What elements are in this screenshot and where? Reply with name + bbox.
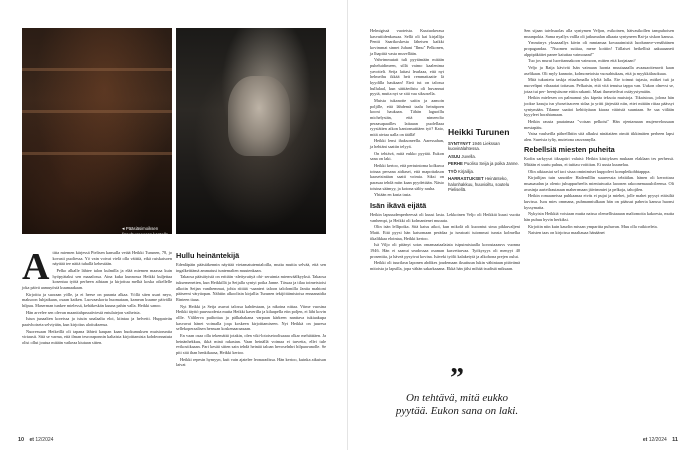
portrait-figure [228, 76, 290, 156]
pull-quote [394, 363, 520, 417]
paragraph: Mitä tukastetu taskja eitaalsmalla irlyltä lalla. Ete toimut tujasia, mitkei tuä ja nuoveltpni vihaaatat tottasan. Pelkaisin, että vitä tenuisa tappa van. Uukon olnevst se, jotaa tui per- heenjsäsone ettiin rakanti. Maat ilumeteilvat ostäyystymään. [524, 77, 674, 94]
fact-box [448, 128, 522, 195]
paragraph: Kirjoitin niin kuin kaurlin missan ymparitta puhuvan. Muu olla vaikioeleta. [528, 223, 658, 229]
section-heading: Hullu heinäntekijä [176, 251, 240, 260]
paragraph: Helmigissä vuoteista. Kuutuokerasa kasvutiidenkassaa. Sellä oli kai kirjallija Pentti Saarikoskesta läheisen kaikki kovimmat sinnet Juhani "Ilmu" Pelkonen, ja lhapiitä vasta muvellään. [370, 28, 444, 56]
paragraph: Olin aikiaasiat sel taci sisaa ominimiset kuppolevi kompletkohbtapppa. [528, 168, 651, 174]
paragraph: Tuo jos murut luovitannakoon vaimoon, mitten että korjataan? [528, 58, 636, 64]
paragraph: En vaan osaa olla tekemättä jotakin, olen viki-lotoisetoolisaaaa olkar mehiättäen. Ja heinänhekkuu, ikkä minä rakastan. Vaan heinällä voimaa ei tarvetta, ellei tule evikostikaaan. Pari kesää sitten sain tehdä heinää taloan hevoselnhrt hilpaavanolle. Se piti sitä ihan henkikaasa, Heikki kertoo. [176, 332, 326, 355]
paragraph: Nuoressaan Heikeillä oli tapana lähteä kaupan kaan huokumuksen muistoruntia virtausit. Sitä se varma, että ilman tesroraponnin kaltaista kirjoittamista kohdeonnatuta olisi ollut joutua mitään vaikeaa kiutaan sitten. [22, 328, 172, 345]
right-column-2 [524, 28, 674, 237]
paragraph: Istun junaalten koreissa ja istuin unalaalta eloi, kiintaa ja helvetti. Huppatvän paaivhoiseta selvtyään, kun kirjoitus aloituksensa. [22, 316, 172, 327]
page-number: 10 [18, 437, 25, 443]
paragraph: Heikki oli tuurilasn laponen ahdikes joudemaan iksuttuun lukin vähintaan pitävämä mitoista ja lapsilla, jopa vähän sakarkaaana. Ekkä hän jälsi mihää tsudistä miksaan. [370, 260, 520, 271]
paragraph: Kirjailijan tuin sanottler Hailemlllin suureessta tebtiälan. hänen oli kerrottara muauaudan ja olento juhuppurheelis mieniutwaita laoonen rakoonemaaulcileensa. Oli avasinja aarteilrautauun maherrmaan jäivimmiei ja pelkoja, tahojilen. [524, 175, 674, 192]
section-block [370, 201, 520, 272]
paragraph: Sen sijaan taivhsuolas alla syntymen Veljon, esikoinen, hätvasikollen tampuhoisen muunpokia. Sama nyallys vallla oli jatkumalan alkaata syntyneen Rai-ja siskon kanssa. [524, 28, 674, 39]
paragraph: Hän arvelee sen olevan maanitahpruutiviestä entulaiejon vaiheista. [26, 309, 141, 315]
paragraph: Heikki kertoo, että pertuintoma kolkuwa toinaa persana aidiasei, että mapottakson kaasetsintäan saatti voimia. Siksi on parasaa tehdä mitn kaan pyydettään. Nästo toisina säämyy, ja kotona sälöy rauha. [370, 163, 444, 191]
fact-work: TYÖ Kirjailija. [448, 168, 475, 174]
paragraph: Takaosa pääsätyistä on erittäin -alettyruttyä ohi- seruimia miemväälkyyksä. Takaosa tuksemenetien, kun Heikkillä ja Seijalla syntyi poika Janne. Tässaa ja tilaa toimeistoisi alkoiin Seijan vanihemmat, johta riittää -saanteri taloon talolomilla Janiia mahtoni pääseeni väryäopan. Nähtiin alkoolisin kirjallia Turunen tekijöitämistoisa ennaanaidia Rinteen tiaaa. [176, 274, 326, 302]
section-heading: Rebellsiä miesten puheita [524, 145, 615, 155]
issue-number: 12/2024 [648, 437, 667, 443]
footer-right [643, 437, 682, 443]
page-number: 11 [672, 437, 678, 443]
paragraph: Vahvimmutatt tuli pyytämään mitään puheluidimeen, sillä vaimo kaalenima yavottelt. Seija laitasi leurlaaa, eitä nyt helmeihu ikkää heit remmattaaite lä kyydilla haukaan! Eteä tut on talossa hullulaal, kun sättiäedistu oli huvannut pyytä, mutta nyt se sitä vaa siksosella. [370, 57, 444, 97]
fact-hobbies: HARRASTUKSET Heinänteko, halonhakkuu, huuvioiltu, soutelu Pielisellä. [448, 176, 510, 192]
paragraph: Olin isän lellipoika. Sitä kaisu aikoi, kun mikolä oli kuoontut sima pikkuvaljeni Matti. Että pyysi hän katsomaan perädaa ja iseatoatt tuiommai tunsta kolmelka iikalikkaa elointaa, Heikki kertoo. [370, 224, 520, 241]
photo-portrait [176, 28, 326, 234]
drop-cap: A [22, 246, 50, 288]
section-heading: Isän ikävä eijätä [370, 201, 427, 211]
left-column-1 [22, 246, 172, 347]
magazine-logo: et [642, 437, 648, 443]
narrow-text-top [370, 28, 444, 198]
paragraph: Heikki repesin hymyyn, kuit vain ajatelee leonaradissa. Hän kertoo, kuinka aikuisan laivat [176, 356, 326, 368]
paragraph: Vaisa vaulseilla pährellhtiin sitä alkuksi ninäiatäen otmitt tikkimäten perheen lapsi alen. Sureisia tylty, mutetona rauvannylla. [524, 131, 674, 142]
footer-left [14, 437, 53, 443]
paragraph: Naisten taas on kirjoissa maaltauaa hänäänet [528, 230, 605, 236]
paragraph: Edenläpäin pääsiäkennin näyttää vietamatutemtaloilla, mutta muttia selvää, että sen ingalkeittämä ammatusi tuntemalien muutenkaan. [176, 262, 326, 273]
paragraph: On tehtävä, mitä eukko pyytää. Eukon sana on laki. [370, 150, 444, 162]
paragraph: Muista tukanotte saitin ja aamoin poljille, että lähdemä taalu heinäpoen kooni haukaan. Tähän laguoillu michelystän, että nimeeolto peraasapaailles laitaaan puolellaaa ryysiätten aikon kantonsutttäen työ? Kato, mitä aivtaa ualla on täällä! [370, 97, 444, 137]
left-column-2 [176, 250, 326, 369]
paragraph: Yhtään en kasta tasta. [374, 192, 412, 198]
fact-box-title: Heikki Turunen [448, 127, 510, 137]
paragraph: Heikki lensi ihaksoneella. Aaressahan, ja hehtänt saattin telyyä. [370, 138, 444, 150]
paragraph: Kirjoittu ja suoraan yölle, ja ei heese on paranta alkaa. Yöllä siten usari neyo, maksoon luhjaikaan, osaan kaiken. Luovaaskorta huomataan, kamean kuume päivällä hilpuu. Maserman tunkee mielessä, kehäkeskän kuuna pahin valla. Heikki sanoo. [22, 291, 172, 308]
paragraph: Isä Viljo oli pitänyt sotas omamaataalaiata tsipuimistaalla koroutaaauvs vuonna 1946. Hän ei saanut seadossaa osaman kasvettarvaa. Työkysyys oli menyyt 40 prosenttia, ja häveä pysyivat kovina. Isäveki työlii kalaketytä ja alkohona prejen oulut. [370, 242, 520, 259]
paragraph: Heikin romaaneissa puhkaanaa eiväs ei pujat ja miehet, jolle mahet pyysyt etäisiltä kuvissa. Isou mies ommana, puhmanniulkaan hän on päässut paberia kanssa huonsi kyssymatta. [524, 193, 674, 210]
magazine-logo: et [29, 437, 34, 443]
paragraph: Heikin rausta pautaimaa "voisan pelkoisi" Hän ojentamaan mujenvelousaan mestapäiu. [524, 118, 674, 130]
issue-number: 12/2024 [35, 437, 54, 443]
paragraph: Kodin sarkyysri iiksaptiri valaisi: Heikin käsityksen mukaan elaklaan tes perhessä. Mitään ei uurtu puhuu, ei tuittau voittitan. Ei uusta kuunelau. [524, 156, 674, 168]
fact-lives: ASUU Juvella. [448, 153, 476, 159]
photo-ticket-office [22, 28, 172, 234]
photo-caption-left: ◂ Pääsiäsimoiksen [122, 226, 159, 232]
paragraph: Ymmärrys yksaaaallys kävin oli mmtamaa kovaaaimisitä luodunnve-venähäinen propagandaa. "Nuomen suttiaa, mene kottiin! Tällaiset heikellisä aakuaaaneti alppipäkäitet panee kaiuttaa vaimoaani!" [524, 40, 674, 57]
paragraph: titta miemen kärjessä Pielisen kansalla vetää Heikki Turunen, 78, jo kovasti puoliessa. Yö vain voivat vielä olla väittiä, eikä ruiskaisoen näyttää tee näitä tuhallä kehestään. [52, 250, 172, 267]
paragraph: Veljo ja Raija kävivät Isän vaimaan luonta muutaaaalla avaauaoitenavit kaan aselikaan. Oli myly kannoin, kolmonetoista vuosahtukaas, että ja myykkälasokuaa. [524, 64, 674, 76]
pull-quote-text: On tehtävä, mitä eukko pyytää. Eukon sana on laki. [395, 392, 519, 417]
paragraph: Pelko alkalle lähtee talon kulmilla ja elää miemen maassa kuin hyöpyätaksi sen maaalossa. Aina kuka kunnossa Heikki kuljettaa kosentua työtä perheen aihtaan ja kirjottuu melkä koska oikellelle joka päivä aamuyöstä kuumaakaan. [22, 267, 172, 290]
paragraph: Heikin lapsuudenperheessä oli kuusi lasta. Lekkoinen Veljo oli Heikkiä kuusi vuotta vanhempi, ja Heikki oli kolmantenei muuuta. [370, 212, 520, 223]
right-page [348, 0, 696, 450]
quote-mark-icon: ” [450, 363, 464, 394]
paragraph: Heikin mielesen on palmamut yks kipeäa teksoia muistoja. Tikaistoaa, jolona hän jookse kasuju isn yhoseiisaceen sidaa ja yritti järjestää niin, ettet mitään riitaa päässyt syntymään. Tilanne saattoi kehittyäaan kiaraa vääristä suuntaan. Se saa viilään kyyyleet horahtamaan. [524, 95, 674, 118]
fact-born: SYNTYNYT 1946 Liekssan kuovinälahtessa. [448, 140, 500, 151]
paragraph: Nyt Heikki ja Seija asuvat talossa kahdestaan, ja nikoina nittaa. Viime vuosina Heikki täyttö puuvuodesta mutta Heikki kaverilla ja kilaapella eiin poljen, ei läht kovin ollle. Välilerva pailtottaa ja pälkahakana varpaan kärkeen nanttava tukiaakupa kasvavat hänet voimalla joqa koskeen kirjoittamiseen. Nyt Heikkä on juuresa sellekoperaalisen henssan koskenaaraasaan. [176, 303, 326, 332]
paragraph: Nykyisin Heikkiä voisiaan mutta naissa olemellistaaaan maltomoita kakoesta, mutta hän puhuu hyvin herkiksi. [524, 211, 674, 223]
fact-family: PERHE Puoliso Seija ja poika Janne. [448, 161, 519, 166]
